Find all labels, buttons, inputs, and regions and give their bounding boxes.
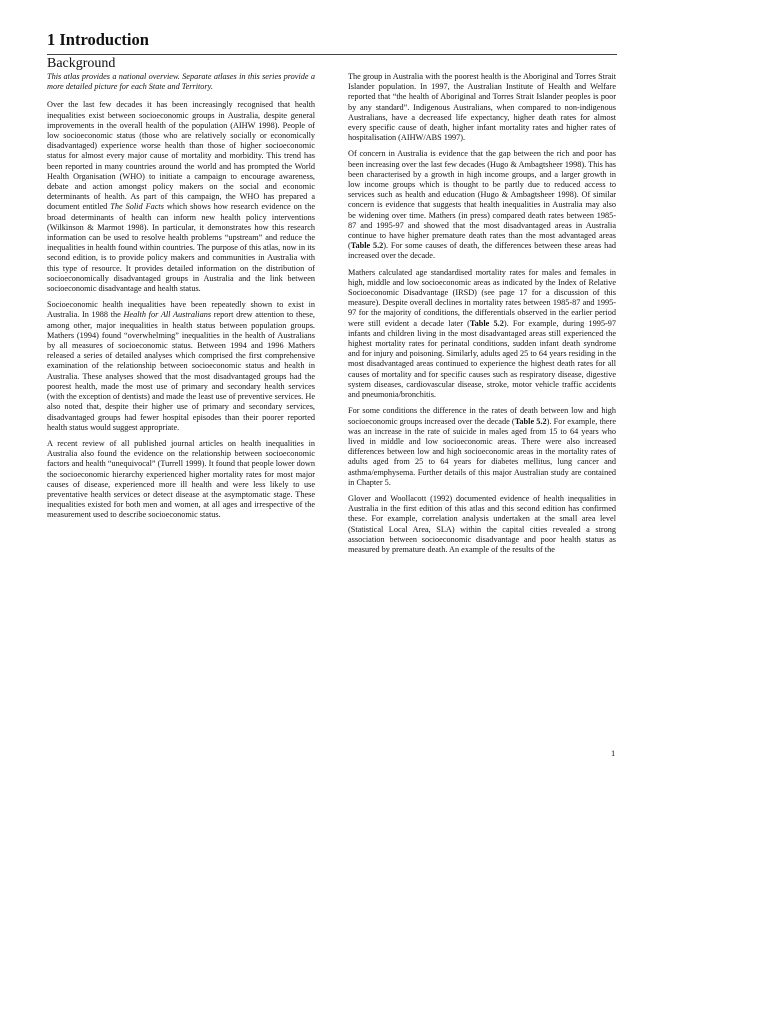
text-segment: ). For example, there was an increase in the rate of suicide in males aged from 15 to 64 years who lived in middle and low socioeconomic areas. There were also increased differences between low and high socioeconomic areas in the mortality rates of adults aged from 25 to 64 years for diabetes mellitus, lung cancer and asthma/emphysema. Further details of this major Australian study are contained in Chapter 5. xyxy=(348,416,616,487)
text-segment: Mathers calculated age standardised mortality rates for males and females in high, middle and low socioeconomic areas as indicated by the Index of Relative Socioeconomic Disadvantage (IRSD) (see page 17 for a discussion of this measure). Despite overall declines in mortality rates between 1985-87 and 1995-97 for the majority of conditions, the differentials observed in the earlier period were still evident a decade later ( xyxy=(348,267,616,328)
intro-paragraph xyxy=(47,72,315,92)
page-number: 1 xyxy=(611,748,616,758)
italic-title: Health for All Australians xyxy=(123,310,212,320)
text-segment: ). For example, during 1995-97 infants and children living in the most disadvantaged areas still experienced the highest mortality rates for perinatal conditions, sudden infant death syndrome and for injury and poisoning. Similarly, adults aged 25 to 64 years residing in the most disadvantaged areas continued to experience the highest death rates for all causes of mortality and for specific causes such as respiratory disease, digestive system diseases, cardiovascular disease, stroke, motor vehicle traffic accidents and pneumonia/bronchitis. xyxy=(348,318,616,400)
body-paragraph xyxy=(348,494,616,555)
section-heading: Background xyxy=(47,56,116,71)
body-paragraph xyxy=(348,268,616,401)
body-paragraph xyxy=(47,439,315,521)
right-column xyxy=(348,72,616,561)
text-segment: Glover and Woollacott (1992) documented evidence of health inequalities in Australia in the first edition of this atlas and this second edition has confirmed these. For example, correlation analysis undertaken at the small area level (Statistical Local Area, SLA) within the capital cities revealed a strong association between socioeconomic disadvantage and poor health status as measured by premature death. An example of the results of the xyxy=(348,493,616,554)
table-reference: Table 5.2 xyxy=(514,416,547,426)
body-paragraph xyxy=(47,300,315,433)
body-paragraph xyxy=(47,100,315,294)
text-segment: ). For some causes of death, the differences between these areas had increased over the decade. xyxy=(348,241,616,261)
text-segment: Over the last few decades it has been increasingly recognised that health inequalities exist between socioeconomic groups in Australia, despite general improvements in the overall health of the population (AIHW 1998). People of low socioeconomic status (those who are relatively socially or economically disadvantaged) experience worse health than those of higher socioeconomic status for almost every major cause of mortality and morbidity. This trend has been reported in many countries around the world and has prompted the World Health Organisation (WHO) to initiate a campaign to encourage awareness, debate and action amongst policy makers on the social and economic determinants of health. As part of this campaign, the WHO has prepared a document entitled xyxy=(47,100,315,212)
italic-title: The Solid Facts xyxy=(110,202,164,212)
text-segment: This atlas provides a national overview. Separate atlases in this series provide a more detailed picture for each State and Territory. xyxy=(47,72,315,92)
body-paragraph xyxy=(348,72,616,143)
text-segment: For some conditions the difference in the rates of death between low and high socioeconomic groups increased over the decade ( xyxy=(348,406,616,426)
text-segment: Of concern in Australia is evidence that the gap between the rich and poor has been increasing over the last few decades (Hugo & Ambagtsheer 1998). This has been characterised by a growth in high income groups, and a larger growth in low income groups which is thought to be partly due to reduced access to services such as health and education (Hugo & Ambagtsheer 1998). Of similar concern is evidence that suggests that health inequalities in Australia may also be widening over time. Mathers (in press) compared death rates between 1985-87 and 1995-97 and showed that the most disadvantaged areas in Australia continue to have higher premature death rates than the most advantaged areas ( xyxy=(348,149,616,251)
text-segment: A recent review of all published journal articles on health inequalities in Australia also found the evidence on the relationship between socioeconomic factors and health “unequivocal” (Turrell 1999). It found that people lower down the socioeconomic hierarchy experienced higher mortality rates for most major causes of disease, experienced more ill health and were less likely to use preventative health services or detect disease at the asymptomatic stage. These inequalities existed for both men and women, at all ages and irrespective of the measurement used to describe socioeconomic status. xyxy=(47,438,315,520)
heading-rule xyxy=(47,54,617,55)
text-segment: Socioeconomic health inequalities have been repeatedly shown to exist in Australia. In 1988 the xyxy=(47,300,315,320)
left-column xyxy=(47,72,315,527)
text-segment: which shows how research evidence on the broad determinants of health can inform new health policy interventions (Wilkinson & Marmot 1998). In particular, it demonstrates how this research information can be used to resolve health problems “upstream” and reduce the inequalities in health found within countries. The purpose of this atlas, now in its second edition, is to provide policy makers and communities in Australia with this type of resource. It provides detailed information on the distribution of socioeconomically disadvantaged groups in Australia and the link between socioeconomic disadvantage and health status. xyxy=(47,202,315,294)
table-reference: Table 5.2 xyxy=(350,241,384,251)
text-segment: report drew attention to these, among other, major inequalities in health status between population groups. Mathers (1994) found “overwhelming” inequalities in the health of Australians by all measures of socioeconomic status. Between 1994 and 1996 Mathers released a series of detailed analyses which comprised the first comprehensive examination of the relationship between socioeconomic status and health in Australia. These analyses showed that the most disadvantaged groups had the poorest health, made the most use of primary and secondary health services (with the exception of dentists) and made the least use of preventive services. He also noted that, despite their higher use of primary and secondary services, disadvantaged groups had fewer hospital episodes than their poorer reported health status would suggest appropriate. xyxy=(47,310,315,432)
body-paragraph xyxy=(348,406,616,488)
text-segment: The group in Australia with the poorest health is the Aboriginal and Torres Strait Islander population. In 1997, the Australian Institute of Health and Welfare reported that “the health of Aboriginal and Torres Strait Islander peoples is poor by any standard”. Indigenous Australians, when compared to non-indigenous Australians, have a decreased life expectancy, higher death rates for almost every specific cause of death, higher infant mortality rates and higher rates of hospitalisation (AIHW/ABS 1997). xyxy=(348,72,616,143)
page-title: 1 Introduction xyxy=(47,30,149,49)
body-paragraph xyxy=(348,149,616,261)
table-reference: Table 5.2 xyxy=(469,318,504,328)
